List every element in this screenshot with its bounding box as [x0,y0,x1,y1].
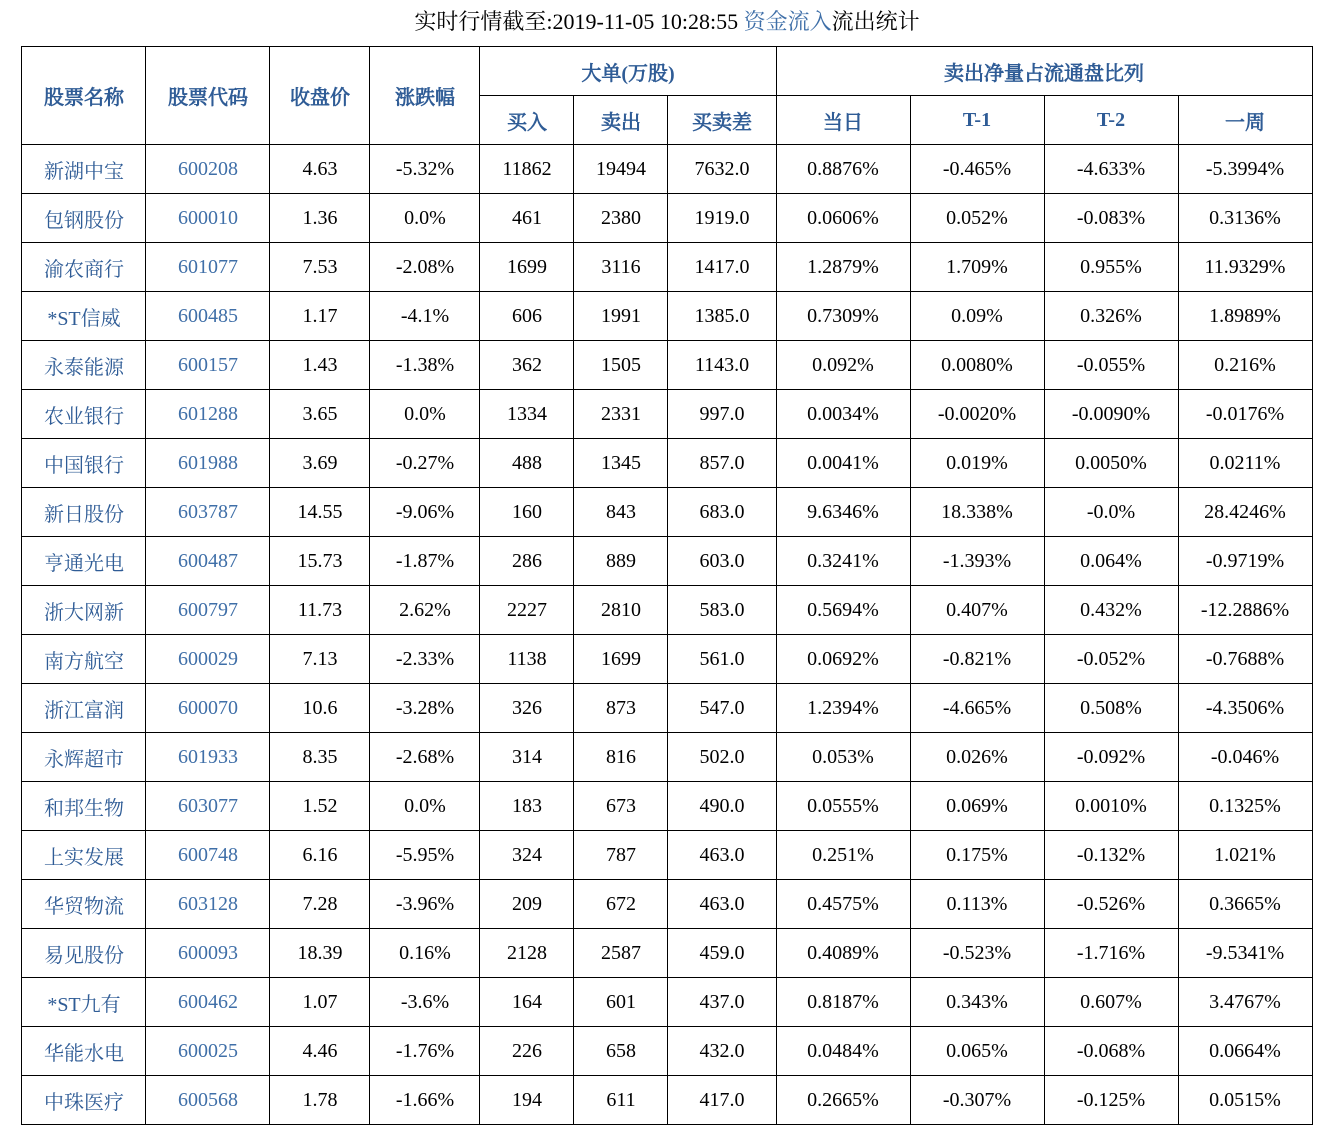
cell-stock-name: 上实发展 [22,831,146,880]
cell-stock-code: 600208 [146,145,270,194]
cell-change-pct: -2.68% [370,733,480,782]
cell-diff: 437.0 [668,978,776,1027]
cell-t2: -0.055% [1044,341,1178,390]
cell-week: -9.5341% [1178,929,1312,978]
cell-today: 0.8876% [776,145,910,194]
cell-close-price: 8.35 [270,733,370,782]
cell-close-price: 1.43 [270,341,370,390]
cell-close-price: 6.16 [270,831,370,880]
cell-today: 9.6346% [776,488,910,537]
title-prefix: 实时行情截至:2019-11-05 10:28:55 [414,9,744,34]
header-t2: T-2 [1044,96,1178,145]
cell-change-pct: -3.6% [370,978,480,1027]
cell-diff: 603.0 [668,537,776,586]
cell-stock-name: 渝农商行 [22,243,146,292]
cell-close-price: 7.28 [270,880,370,929]
cell-t2: 0.508% [1044,684,1178,733]
cell-buy: 461 [480,194,574,243]
cell-week: 0.3665% [1178,880,1312,929]
cell-t1: 1.709% [910,243,1044,292]
cell-sell: 889 [574,537,668,586]
cell-sell: 3116 [574,243,668,292]
cell-week: -5.3994% [1178,145,1312,194]
table-row [22,292,1312,341]
cell-stock-name: 包钢股份 [22,194,146,243]
cell-stock-code: 600748 [146,831,270,880]
cell-week: -12.2886% [1178,586,1312,635]
cell-t1: 0.113% [910,880,1044,929]
cell-change-pct: -1.38% [370,341,480,390]
cell-t1: 0.175% [910,831,1044,880]
cell-t1: 0.065% [910,1027,1044,1076]
header-week: 一周 [1178,96,1312,145]
cell-stock-name: 和邦生物 [22,782,146,831]
cell-week: 1.8989% [1178,292,1312,341]
table-row [22,488,1312,537]
cell-t2: 0.064% [1044,537,1178,586]
cell-t2: -0.052% [1044,635,1178,684]
cell-change-pct: -5.95% [370,831,480,880]
cell-close-price: 1.17 [270,292,370,341]
table-row [22,537,1312,586]
cell-stock-name: 华能水电 [22,1027,146,1076]
cell-today: 1.2394% [776,684,910,733]
header-stock-code: 股票代码 [146,47,270,145]
cell-week: 0.0515% [1178,1076,1312,1125]
cell-week: -4.3506% [1178,684,1312,733]
cell-diff: 7632.0 [668,145,776,194]
cell-today: 0.5694% [776,586,910,635]
cell-diff: 463.0 [668,880,776,929]
table-row [22,831,1312,880]
cell-buy: 362 [480,341,574,390]
table-row [22,782,1312,831]
table-row [22,586,1312,635]
cell-change-pct: -1.87% [370,537,480,586]
cell-t1: 0.026% [910,733,1044,782]
cell-week: 0.0211% [1178,439,1312,488]
cell-week: 0.216% [1178,341,1312,390]
cell-sell: 787 [574,831,668,880]
cell-today: 0.3241% [776,537,910,586]
table-row [22,1027,1312,1076]
cell-sell: 611 [574,1076,668,1125]
header-row-1 [22,47,1312,96]
cell-stock-name: 新湖中宝 [22,145,146,194]
cell-t2: -0.0% [1044,488,1178,537]
cell-sell: 2331 [574,390,668,439]
cell-t1: -0.307% [910,1076,1044,1125]
cell-buy: 183 [480,782,574,831]
cell-close-price: 1.07 [270,978,370,1027]
table-row [22,880,1312,929]
cell-sell: 2587 [574,929,668,978]
header-change-pct: 涨跌幅 [370,47,480,145]
cell-t2: 0.326% [1044,292,1178,341]
cell-close-price: 10.6 [270,684,370,733]
cell-buy: 314 [480,733,574,782]
cell-t1: 0.09% [910,292,1044,341]
table-row [22,341,1312,390]
cell-stock-name: 南方航空 [22,635,146,684]
cell-sell: 673 [574,782,668,831]
cell-t1: 0.0080% [910,341,1044,390]
cell-t2: -0.526% [1044,880,1178,929]
cell-buy: 164 [480,978,574,1027]
cell-t2: 0.432% [1044,586,1178,635]
table-row [22,978,1312,1027]
cell-diff: 583.0 [668,586,776,635]
cell-stock-name: 中国银行 [22,439,146,488]
cell-today: 0.4089% [776,929,910,978]
cell-stock-name: *ST九有 [22,978,146,1027]
cell-buy: 324 [480,831,574,880]
cell-diff: 432.0 [668,1027,776,1076]
cell-week: -0.7688% [1178,635,1312,684]
cell-stock-name: 浙大网新 [22,586,146,635]
page-title [0,0,1334,46]
cell-t2: -0.125% [1044,1076,1178,1125]
cell-stock-code: 601988 [146,439,270,488]
cell-stock-name: 华贸物流 [22,880,146,929]
cell-change-pct: -1.76% [370,1027,480,1076]
cell-buy: 1138 [480,635,574,684]
cell-buy: 160 [480,488,574,537]
cell-change-pct: -0.27% [370,439,480,488]
cell-diff: 547.0 [668,684,776,733]
header-t1: T-1 [910,96,1044,145]
cell-stock-code: 600029 [146,635,270,684]
cell-diff: 459.0 [668,929,776,978]
cell-today: 0.0606% [776,194,910,243]
cell-t1: 0.019% [910,439,1044,488]
cell-stock-name: *ST信威 [22,292,146,341]
cell-sell: 1345 [574,439,668,488]
cell-change-pct: -9.06% [370,488,480,537]
title-accent: 资金流入 [743,9,832,34]
cell-buy: 226 [480,1027,574,1076]
cell-change-pct: 0.0% [370,782,480,831]
cell-week: -0.046% [1178,733,1312,782]
table-body [22,145,1312,1125]
cell-sell: 1505 [574,341,668,390]
cell-buy: 286 [480,537,574,586]
cell-week: 0.3136% [1178,194,1312,243]
cell-t1: 0.052% [910,194,1044,243]
cell-week: 0.0664% [1178,1027,1312,1076]
cell-close-price: 7.13 [270,635,370,684]
cell-t1: -0.0020% [910,390,1044,439]
cell-week: 1.021% [1178,831,1312,880]
cell-stock-code: 601077 [146,243,270,292]
cell-stock-code: 600025 [146,1027,270,1076]
cell-stock-name: 易见股份 [22,929,146,978]
cell-change-pct: -2.08% [370,243,480,292]
cell-today: 0.0692% [776,635,910,684]
table-row [22,635,1312,684]
cell-buy: 488 [480,439,574,488]
cell-t1: 0.343% [910,978,1044,1027]
cell-t1: 18.338% [910,488,1044,537]
cell-t2: 0.0010% [1044,782,1178,831]
fund-flow-table [21,46,1312,1125]
cell-today: 0.053% [776,733,910,782]
cell-buy: 2227 [480,586,574,635]
cell-stock-code: 600797 [146,586,270,635]
cell-t2: -0.132% [1044,831,1178,880]
cell-sell: 843 [574,488,668,537]
cell-t1: 0.069% [910,782,1044,831]
cell-sell: 816 [574,733,668,782]
cell-close-price: 1.52 [270,782,370,831]
cell-t1: -0.465% [910,145,1044,194]
cell-today: 0.8187% [776,978,910,1027]
cell-diff: 1143.0 [668,341,776,390]
cell-stock-code: 600157 [146,341,270,390]
cell-stock-code: 600462 [146,978,270,1027]
cell-stock-name: 浙江富润 [22,684,146,733]
header-buy: 买入 [480,96,574,145]
cell-today: 0.0555% [776,782,910,831]
cell-close-price: 1.78 [270,1076,370,1125]
cell-stock-name: 亨通光电 [22,537,146,586]
cell-today: 0.251% [776,831,910,880]
cell-sell: 601 [574,978,668,1027]
cell-week: 28.4246% [1178,488,1312,537]
cell-diff: 561.0 [668,635,776,684]
cell-buy: 326 [480,684,574,733]
cell-stock-code: 603077 [146,782,270,831]
cell-diff: 463.0 [668,831,776,880]
cell-diff: 1919.0 [668,194,776,243]
cell-change-pct: -4.1% [370,292,480,341]
cell-stock-code: 600070 [146,684,270,733]
table-row [22,145,1312,194]
cell-stock-name: 永泰能源 [22,341,146,390]
table-row [22,684,1312,733]
cell-today: 1.2879% [776,243,910,292]
table-row [22,733,1312,782]
cell-today: 0.0041% [776,439,910,488]
cell-change-pct: 0.0% [370,194,480,243]
cell-change-pct: 0.0% [370,390,480,439]
cell-change-pct: -1.66% [370,1076,480,1125]
cell-diff: 490.0 [668,782,776,831]
cell-today: 0.0484% [776,1027,910,1076]
cell-stock-name: 新日股份 [22,488,146,537]
header-close-price: 收盘价 [270,47,370,145]
header-diff: 买卖差 [668,96,776,145]
cell-sell: 1991 [574,292,668,341]
cell-t2: -4.633% [1044,145,1178,194]
cell-buy: 1334 [480,390,574,439]
cell-stock-name: 永辉超市 [22,733,146,782]
cell-close-price: 15.73 [270,537,370,586]
cell-buy: 2128 [480,929,574,978]
cell-t2: -1.716% [1044,929,1178,978]
cell-week: 0.1325% [1178,782,1312,831]
cell-stock-code: 600093 [146,929,270,978]
cell-diff: 502.0 [668,733,776,782]
cell-stock-code: 603787 [146,488,270,537]
cell-t1: -0.523% [910,929,1044,978]
cell-sell: 1699 [574,635,668,684]
cell-buy: 1699 [480,243,574,292]
cell-change-pct: -3.96% [370,880,480,929]
table-row [22,243,1312,292]
cell-week: -0.9719% [1178,537,1312,586]
cell-diff: 997.0 [668,390,776,439]
cell-close-price: 4.46 [270,1027,370,1076]
cell-buy: 606 [480,292,574,341]
cell-today: 0.4575% [776,880,910,929]
cell-diff: 683.0 [668,488,776,537]
cell-stock-code: 600568 [146,1076,270,1125]
cell-today: 0.2665% [776,1076,910,1125]
cell-buy: 11862 [480,145,574,194]
cell-diff: 417.0 [668,1076,776,1125]
header-today: 当日 [776,96,910,145]
cell-t2: -0.0090% [1044,390,1178,439]
header-big-order-group: 大单(万股) [480,47,776,96]
cell-change-pct: 2.62% [370,586,480,635]
cell-today: 0.092% [776,341,910,390]
cell-today: 0.0034% [776,390,910,439]
cell-stock-code: 600487 [146,537,270,586]
cell-sell: 658 [574,1027,668,1076]
cell-change-pct: -2.33% [370,635,480,684]
cell-close-price: 4.63 [270,145,370,194]
cell-stock-name: 农业银行 [22,390,146,439]
cell-week: -0.0176% [1178,390,1312,439]
cell-t2: 0.0050% [1044,439,1178,488]
cell-sell: 19494 [574,145,668,194]
cell-week: 3.4767% [1178,978,1312,1027]
header-net-sell-group: 卖出净量占流通盘比列 [776,47,1312,96]
cell-change-pct: -5.32% [370,145,480,194]
cell-close-price: 11.73 [270,586,370,635]
cell-sell: 2380 [574,194,668,243]
header-stock-name: 股票名称 [22,47,146,145]
cell-t2: 0.607% [1044,978,1178,1027]
cell-buy: 209 [480,880,574,929]
cell-stock-code: 601288 [146,390,270,439]
cell-t1: -0.821% [910,635,1044,684]
cell-t1: 0.407% [910,586,1044,635]
cell-stock-code: 601933 [146,733,270,782]
cell-t2: 0.955% [1044,243,1178,292]
table-row [22,194,1312,243]
cell-close-price: 14.55 [270,488,370,537]
cell-stock-name: 中珠医疗 [22,1076,146,1125]
cell-buy: 194 [480,1076,574,1125]
cell-close-price: 1.36 [270,194,370,243]
header-sell: 卖出 [574,96,668,145]
cell-close-price: 3.69 [270,439,370,488]
cell-sell: 672 [574,880,668,929]
cell-t1: -4.665% [910,684,1044,733]
cell-diff: 1385.0 [668,292,776,341]
cell-sell: 873 [574,684,668,733]
cell-close-price: 18.39 [270,929,370,978]
cell-t1: -1.393% [910,537,1044,586]
cell-week: 11.9329% [1178,243,1312,292]
cell-t2: -0.083% [1044,194,1178,243]
table-row [22,929,1312,978]
table-row [22,439,1312,488]
cell-close-price: 3.65 [270,390,370,439]
cell-change-pct: -3.28% [370,684,480,733]
cell-today: 0.7309% [776,292,910,341]
cell-change-pct: 0.16% [370,929,480,978]
cell-t2: -0.092% [1044,733,1178,782]
table-head [22,47,1312,145]
cell-sell: 2810 [574,586,668,635]
cell-diff: 1417.0 [668,243,776,292]
title-suffix: 流出统计 [831,9,920,34]
cell-stock-code: 603128 [146,880,270,929]
cell-stock-code: 600485 [146,292,270,341]
cell-stock-code: 600010 [146,194,270,243]
cell-close-price: 7.53 [270,243,370,292]
table-row [22,390,1312,439]
cell-t2: -0.068% [1044,1027,1178,1076]
table-row [22,1076,1312,1125]
cell-diff: 857.0 [668,439,776,488]
